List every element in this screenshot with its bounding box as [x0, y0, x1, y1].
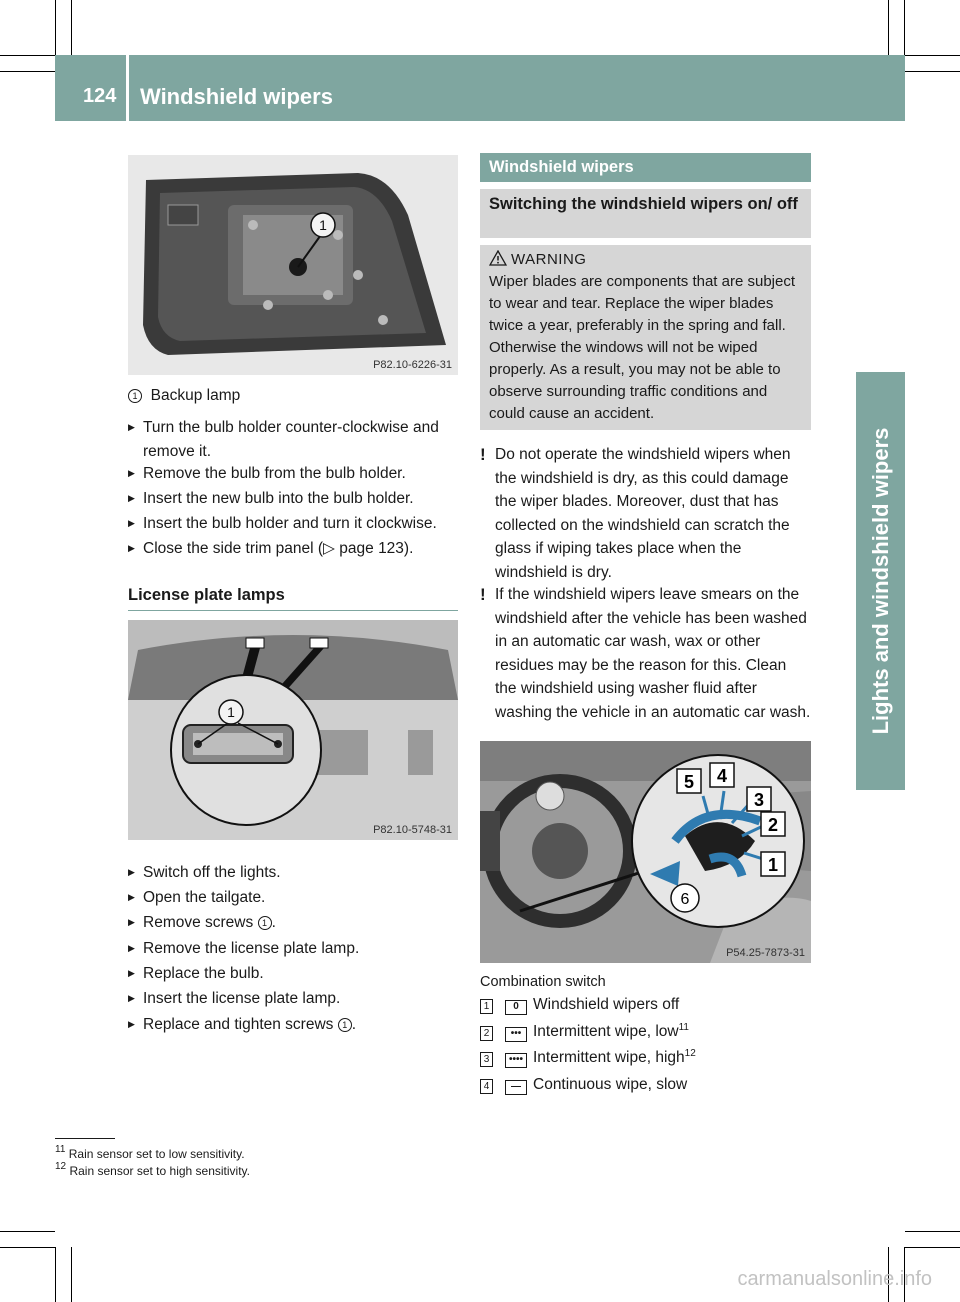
- step-item: ▶ Remove the bulb from the bulb holder.: [128, 462, 460, 486]
- callout-1-icon: 1: [128, 389, 142, 403]
- crop-mark: [904, 0, 905, 55]
- step-item: ▶ Replace and tighten screws 1 .: [128, 1013, 356, 1037]
- warning-header: [489, 249, 802, 271]
- watermark: carmanualsonline.info: [737, 1268, 932, 1290]
- header-separator: [126, 55, 129, 121]
- warning-triangle-icon: [489, 250, 507, 266]
- image-code: P54.25-7873-31: [726, 947, 805, 959]
- crop-mark: [71, 1247, 72, 1302]
- switch-caption: Combination switch: [480, 974, 606, 990]
- page-number: 124: [83, 85, 117, 107]
- callout-1: 1: [767, 855, 779, 875]
- step-item: ▶ Insert the license plate lamp.: [128, 987, 340, 1011]
- notice-dry: ! Do not operate the windshield wipers when the windshield is dry, as this could damage the wiper blades. Moreover, dust that has collected on the windshield can scratch the glass if wiping takes place when the windshield is dry.: [480, 445, 791, 581]
- warning-label: WARNING: [511, 251, 587, 268]
- position-row: 1 0 Windshield wipers off: [480, 993, 679, 1016]
- crop-mark: [55, 0, 56, 55]
- crop-mark: [0, 1231, 55, 1232]
- step-item: ▶ Switch off the lights.: [128, 861, 281, 885]
- step-item: ▶ Turn the bulb holder counter-clockwise and remove it.: [128, 416, 460, 463]
- position-row: 3 •••• Intermittent wipe, high$^{12}$: [480, 1046, 696, 1069]
- warning-box: [480, 245, 811, 430]
- license-lamp-image: [128, 620, 458, 840]
- combination-switch-image: [480, 741, 811, 963]
- footnote-rule: [55, 1138, 115, 1139]
- callout-3: 3: [753, 790, 765, 810]
- step-item: ▶ Replace the bulb.: [128, 962, 264, 986]
- section-heading: Windshield wipers: [480, 153, 811, 182]
- callout-1-icon: 1: [258, 916, 272, 930]
- crop-mark: [905, 71, 960, 72]
- wiper-off-icon: 0: [505, 1000, 527, 1015]
- warning-text: Wiper blades are components that are subject to wear and tear. Replace the wiper blades twice a year, preferably in the spring and fall. Otherwise the windows will not be wiped properly. As a result, you may not be able to observe surrounding traffic conditions and could cause an accident.: [489, 273, 795, 422]
- backup-lamp-image: [128, 155, 458, 375]
- tailgate-illustration: [128, 620, 458, 840]
- callout-1-icon: 1: [338, 1018, 352, 1032]
- crop-mark: [905, 1231, 960, 1232]
- crop-mark: [0, 55, 55, 56]
- chapter-tab-label: Lights and windshield wipers: [867, 427, 893, 735]
- position-row: 2 ••• Intermittent wipe, low$^{11}$: [480, 1020, 689, 1043]
- step-item: ▶ Remove screws 1 .: [128, 911, 276, 935]
- continuous-slow-icon: —: [505, 1080, 527, 1095]
- image-code: P82.10-6226-31: [373, 359, 452, 371]
- crop-mark: [905, 55, 960, 56]
- svg-text:1: 1: [319, 217, 327, 233]
- tail-lamp-illustration: [128, 155, 458, 375]
- callout-4: 4: [716, 766, 728, 786]
- section-rule: [128, 610, 458, 611]
- step-item: ▶ Close the side trim panel (▷ page 123).: [128, 537, 460, 561]
- subsection-heading: Switching the windshield wipers on/ off: [480, 189, 811, 238]
- step-item: ▶ Insert the new bulb into the bulb holder.: [128, 487, 460, 511]
- crop-mark: [0, 1247, 55, 1248]
- footnote: $^{11}$ Rain sensor set to low sensitivity.: [55, 1144, 245, 1161]
- steering-wheel-illustration: [480, 741, 811, 963]
- crop-mark: [71, 0, 72, 55]
- chapter-tab-label-wrap: [856, 372, 905, 790]
- position-number: 2: [480, 1026, 493, 1041]
- caption-text: Backup lamp: [150, 387, 241, 404]
- footnote: $^{12}$ Rain sensor set to high sensitivity.: [55, 1161, 250, 1178]
- callout-5: 5: [683, 772, 695, 792]
- svg-text:1: 1: [227, 704, 235, 720]
- page-header: [55, 55, 905, 121]
- exclamation-icon: !: [480, 585, 486, 604]
- image-code: P82.10-5748-31: [373, 824, 452, 836]
- position-row: 4 — Continuous wipe, slow: [480, 1073, 687, 1096]
- step-item: ▶ Open the tailgate.: [128, 886, 265, 910]
- footnote-ref: 12: [684, 1048, 696, 1059]
- footnote-ref: 11: [678, 1022, 689, 1033]
- position-number: 4: [480, 1079, 493, 1094]
- backup-lamp-caption: [128, 384, 240, 408]
- callout-2: 2: [767, 815, 779, 835]
- callout-6: 6: [680, 891, 690, 908]
- crop-mark: [0, 71, 55, 72]
- license-lamps-title: License plate lamps: [128, 586, 285, 604]
- step-item: ▶ Insert the bulb holder and turn it clockwise.: [128, 512, 462, 536]
- position-number: 3: [480, 1052, 493, 1067]
- intermittent-high-icon: ••••: [505, 1053, 527, 1068]
- exclamation-icon: !: [480, 445, 486, 464]
- step-item: ▶ Remove the license plate lamp.: [128, 937, 359, 961]
- notice-smears: ! If the windshield wipers leave smears on the windshield after the vehicle has been washed in an automatic car wash, wax or other residues may be the reason for this. Clean the windshield using washer fluid after washing the vehicle in an automatic car wash.: [480, 585, 811, 721]
- intermittent-low-icon: •••: [505, 1027, 527, 1042]
- position-number: 1: [480, 999, 493, 1014]
- crop-mark: [55, 1247, 56, 1302]
- page-title: Windshield wipers: [140, 84, 333, 109]
- crop-mark: [905, 1247, 960, 1248]
- crop-mark: [888, 0, 889, 55]
